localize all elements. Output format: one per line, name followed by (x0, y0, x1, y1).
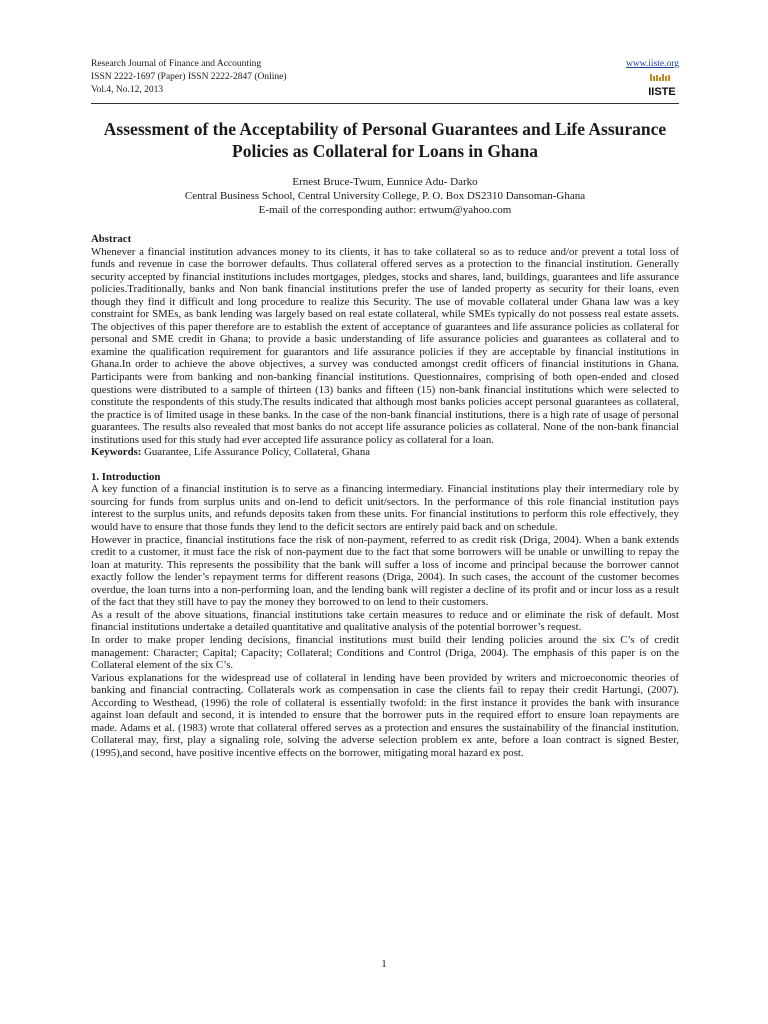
journal-issn: ISSN 2222-1697 (Paper) ISSN 2222-2847 (Online) (91, 72, 287, 82)
paper-title: Assessment of the Acceptability of Personal Guarantees and Life Assurance Policies as Collateral for Loans in Ghana (103, 119, 667, 161)
author-block (91, 175, 679, 217)
abstract-heading: Abstract (91, 233, 132, 245)
intro-paragraph: A key function of a financial institution is to serve as a financing intermediary. Financial institutions play their intermediary role by sourcing for funds from surplus units and on-lend to deficit unit/sectors. In the performance of this role financial institution pays interest to the surplus units, and refunds deposits taken from these units. For financial institutions to perform this role effectively, they would have to ensure that those funds they lend to the deficit sectors are entirely paid back and on schedule. (91, 483, 679, 534)
journal-volume: Vol.4, No.12, 2013 (91, 85, 164, 95)
journal-name: Research Journal of Finance and Accounting (91, 59, 262, 69)
author-names: Ernest Bruce-Twum, Eunnice Adu- Darko (292, 176, 478, 188)
author-affiliation: Central Business School, Central University College, P. O. Box DS2310 Dansoman-Ghana (184, 190, 586, 202)
journal-header (91, 58, 679, 102)
paper-body (91, 233, 679, 759)
intro-paragraph: In order to make proper lending decisions, financial institutions must build their lending policies around the six C’s of credit management: Character; Capital; Capacity; Collateral; Conditions and Control (Driga, 2004). The emphasis of this paper is on the Collateral element of the six C’s. (91, 633, 679, 672)
keywords-label: Keywords: (91, 446, 142, 459)
intro-paragraph: Various explanations for the widespread use of collateral in lending have been provided by writers and microeconomic theories of banking and financial contracting. Collaterals work as compensation in case the clients fail to repay their credit Hartungi, (2007). According to Westhead, (1996) the role of collateral is essentially twofold: in the first instance it provides the bank with insurance against loan default and second, it is intended to ensure that the borrower puts in the required effort to ensure loan repayments are made. Adams et al. (1983) wrote that collateral offered serves as a protection and ensures the sustainability of the financial institution. Collateral may, first, play a signaling role, solving the adverse selection problem ex ante, before a loan contract is signed Bester, (1995),and second, have positive incentive effects on the borrower, mitigating moral hazard ex post. (91, 671, 679, 759)
svg-text:IISTE: IISTE (648, 86, 676, 98)
introduction-heading: 1. Introduction (91, 470, 161, 483)
header-divider (91, 103, 679, 104)
intro-paragraph: As a result of the above situations, financial institutions take certain measures to reduce and or eliminate the risk of default. Most financial institutions undertake a detailed quantitative and qualitative analysis of the potential borrower’s request. (91, 608, 679, 634)
intro-paragraph: However in practice, financial institutions face the risk of non-payment, referred to as credit risk (Driga, 2004). When a bank extends credit to a customer, it must face the risk of non-payment due to the fact that some borrowers will be unable or unwilling to repay the loan at maturity. This represents the possibility that the bank will suffer a loss of income and principal because the borrower cannot exactly follow the lender’s repayment terms for different reasons (Driga, 2004). In such cases, the account of the customer becomes overdue, the loan turns into a non-performing loan, and the lending bank will register a decline of its profit and or incur loss as a result of the fact that they still have to pay the money they borrowed to on lend to their customers. (91, 533, 679, 609)
keywords-line (91, 446, 679, 459)
abstract-text: Whenever a financial institution advances money to its clients, it has to take collateral so as to reduce and/or prevent a total loss of funds and revenue in case the borrower defaults. Thus collateral offered serves as a protection to the financial institution. Generally security accepted by financial institutions includes mortgages, pledges, stocks and shares, land, buildings, guarantees and life assurance policies.Traditionally, banks and Non bank financial institutions prefer the use of landed property as security for their loans, even though they find it difficult and long procedure to realize this Security. The use of movable collateral under Ghana law was a key constraint for SMEs, as bank lending was largely based on real estate collateral, while SMEs typically do not possess real estate assets. The objectives of this paper therefore are to establish the extent of acceptance of guarantees and life assurance policies as collateral for personal and SME credit in Ghana; to provide a basic understanding of life assurance policies and guarantees as collateral and to examine the qualification requirement for guarantors and life assurance policies if they are acceptable by financial institutions in Ghana.In order to achieve the above objectives, a survey was conducted amongst credit officers of financial institutions in Ghana. Participants were from banking and non-banking financial institutions. Questionnaires, comprising of both open-ended and closed questions were distributed to a sample of thirteen (13) banks and fifteen (15) non-bank financial institutions which were selected to constitute the respondents of this study.The results indicated that although most banks policies accept personal guarantees as collateral, the practice is of limited usage in these banks. In the case of the non-bank financial institutions, there is a high rate of usage of personal guarantees. The results also revealed that most banks do not accept life assurance policies as collateral. None of the non-bank financial institutions used for this study had ever accepted life assurance policy as collateral for a loan. (91, 245, 679, 446)
page-number: 1 (381, 958, 387, 970)
journal-url-link[interactable]: www.iiste.org (625, 59, 679, 69)
keywords-list: Guarantee, Life Assurance Policy, Collateral, Ghana (141, 446, 371, 459)
author-email: E-mail of the corresponding author: ertwum@yahoo.com (258, 204, 512, 216)
iiste-logo-icon (647, 73, 677, 99)
